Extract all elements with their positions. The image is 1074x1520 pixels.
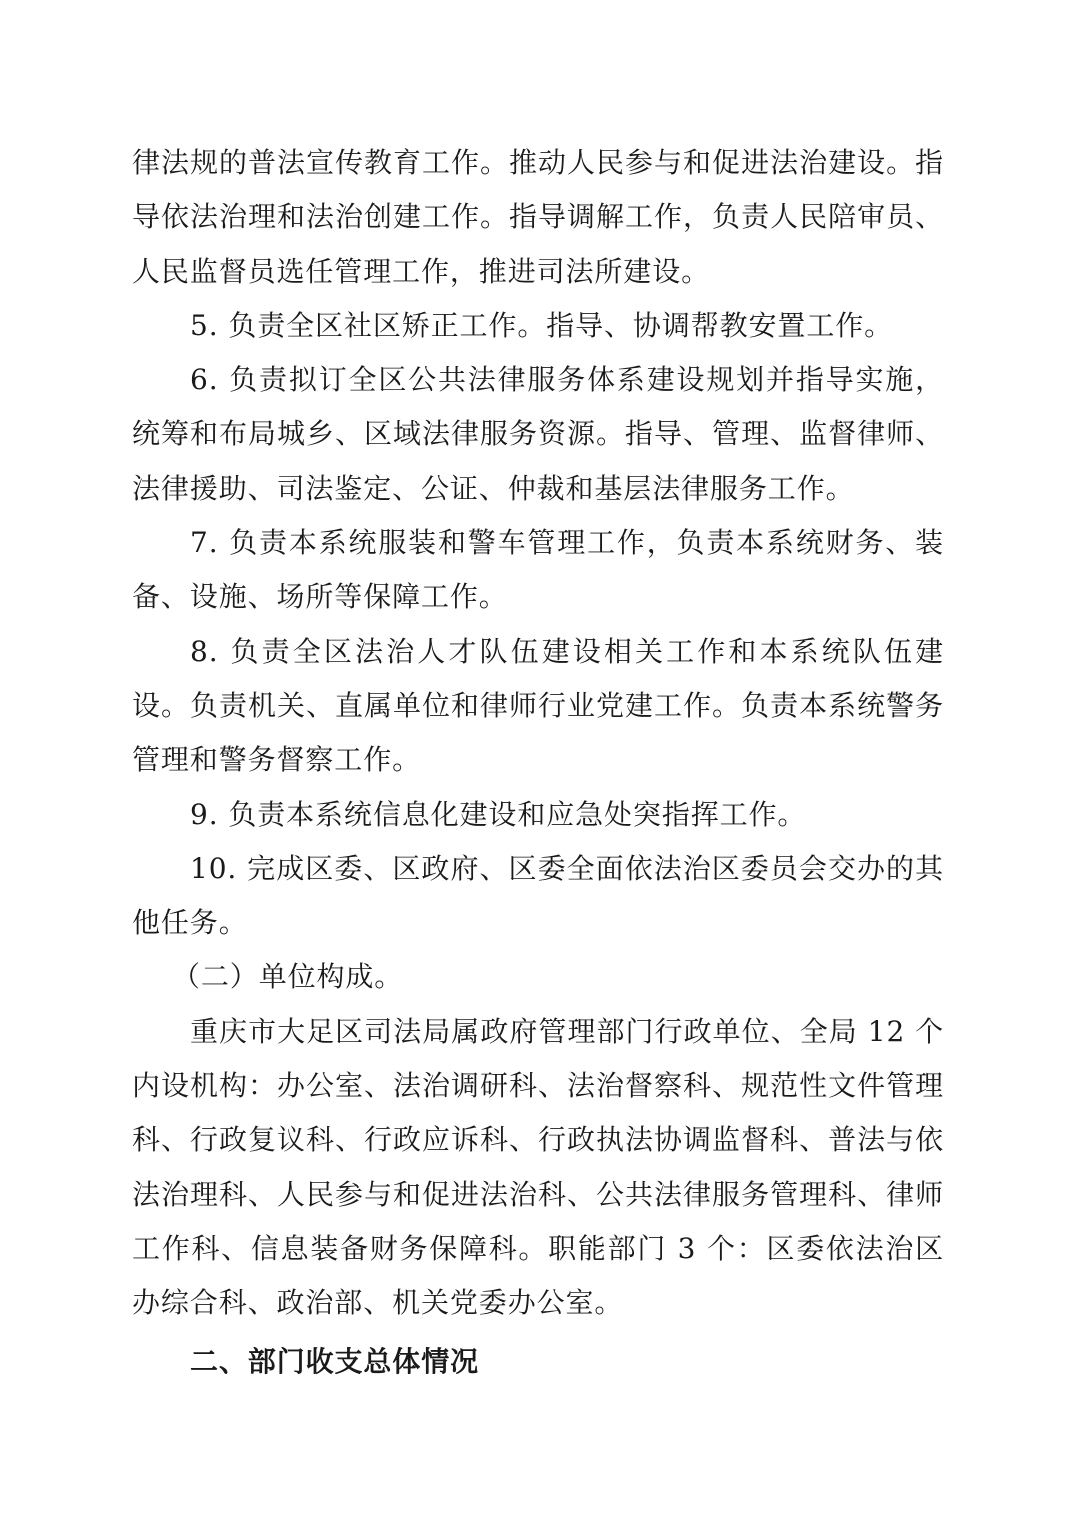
paragraph-unit-composition: 重庆市大足区司法局属政府管理部门行政单位、全局 12 个内设机构：办公室、法治调研科、法治督察科、规范性文件管理科、行政复议科、行政应诉科、行政执法协调监督科、普法与依法治理科、人民参与和促进法治科、公共法律服务管理科、律师工作科、信息装备财务保障科。职能部门 3 个：区委依法治区办综合科、政治部、机关党委办公室。 bbox=[132, 1014, 944, 1320]
paragraph-item-7: 7. 负责本系统服装和警车管理工作，负责本系统财务、装备、设施、场所等保障工作。 bbox=[132, 526, 944, 614]
document-body bbox=[132, 136, 944, 1389]
paragraph-item-5: 5. 负责全区社区矫正工作。指导、协调帮教安置工作。 bbox=[190, 308, 894, 342]
paragraph-item-9: 9. 负责本系统信息化建设和应急处突指挥工作。 bbox=[190, 797, 807, 831]
paragraph-continuation: 律法规的普法宣传教育工作。推动人民参与和促进法治建设。指导依法治理和法治创建工作。指导调解工作，负责人民陪审员、人民监督员选任管理工作，推进司法所建设。 bbox=[132, 146, 944, 288]
paragraph-item-8: 8. 负责全区法治人才队伍建设相关工作和本系统队伍建设。负责机关、直属单位和律师行业党建工作。负责本系统警务管理和警务督察工作。 bbox=[132, 634, 944, 777]
paragraph-item-6: 6. 负责拟订全区公共法律服务体系建设规划并指导实施，统筹和布局城乡、区域法律服务资源。指导、管理、监督律师、法律援助、司法鉴定、公证、仲裁和基层法律服务工作。 bbox=[132, 363, 944, 505]
section-heading: 二、部门收支总体情况 bbox=[190, 1344, 480, 1378]
subsection-heading: （二）单位构成。 bbox=[172, 960, 404, 994]
paragraph-item-10: 10. 完成区委、区政府、区委全面依法治区委员会交办的其他任务。 bbox=[132, 851, 944, 940]
